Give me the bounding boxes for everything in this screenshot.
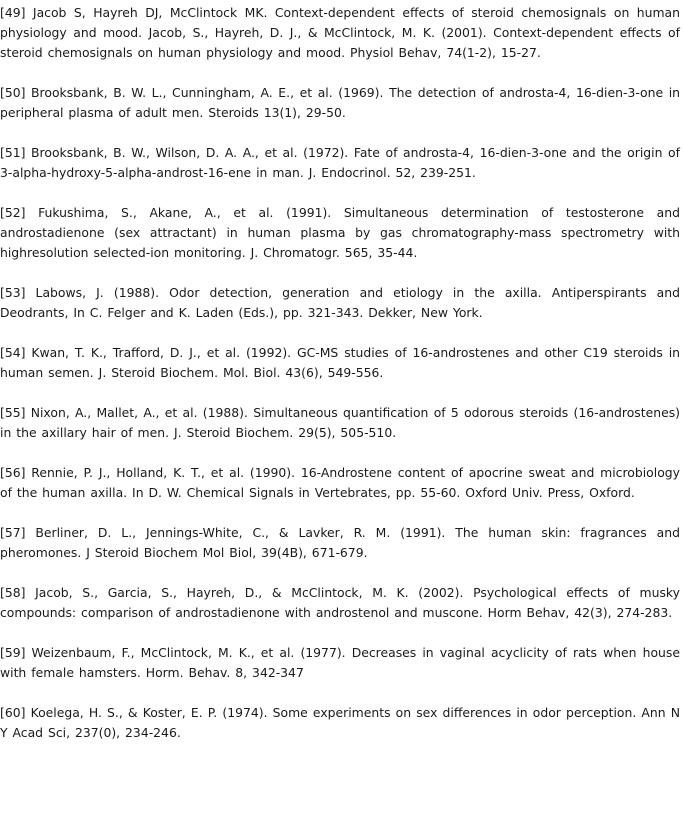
reference-57: [57] Berliner, D. L., Jennings-White, C., & Lavker, R. M. (1991). The human skin: fragrances and pheromones. J Steroid Biochem Mol Biol, 39(4B), 671-679. <box>0 525 680 560</box>
reference-52: [52] Fukushima, S., Akane, A., et al. (1991). Simultaneous determination of testosterone and androstadienone (sex attractant) in human plasma by gas chromatography-mass spectrometry with highresolution selected-ion monitoring. J. Chromatogr. 565, 35-44. <box>0 205 680 260</box>
reference-59: [59] Weizenbaum, F., McClintock, M. K., et al. (1977). Decreases in vaginal acyclicity of rats when house with female hamsters. Horm. Behav. 8, 342-347 <box>0 645 680 680</box>
reference-58: [58] Jacob, S., Garcia, S., Hayreh, D., & McClintock, M. K. (2002). Psychological effects of musky compounds: comparison of androstadienone with androstenol and muscone. Horm Behav, 42(3), 274-283. <box>0 585 680 620</box>
reference-53: [53] Labows, J. (1988). Odor detection, generation and etiology in the axilla. Antiperspirants and Deodrants, In C. Felger and K. Laden (Eds.), pp. 321-343. Dekker, New York. <box>0 285 680 320</box>
reference-55: [55] Nixon, A., Mallet, A., et al. (1988). Simultaneous quantification of 5 odorous steroids (16-androstenes) in the axillary hair of men. J. Steroid Biochem. 29(5), 505-510. <box>0 405 680 440</box>
reference-50: [50] Brooksbank, B. W. L., Cunningham, A. E., et al. (1969). The detection of androsta-4, 16-dien-3-one in peripheral plasma of adult men. Steroids 13(1), 29-50. <box>0 85 680 120</box>
reference-54: [54] Kwan, T. K., Trafford, D. J., et al. (1992). GC-MS studies of 16-androstenes and other C19 steroids in human semen. J. Steroid Biochem. Mol. Biol. 43(6), 549-556. <box>0 345 680 380</box>
reference-60: [60] Koelega, H. S., & Koster, E. P. (1974). Some experiments on sex differences in odor perception. Ann N Y Acad Sci, 237(0), 234-246. <box>0 705 680 740</box>
reference-56: [56] Rennie, P. J., Holland, K. T., et al. (1990). 16-Androstene content of apocrine sweat and microbiology of the human axilla. In D. W. Chemical Signals in Vertebrates, pp. 55-60. Oxford Univ. Press, Oxford. <box>0 465 680 500</box>
reference-51: [51] Brooksbank, B. W., Wilson, D. A. A., et al. (1972). Fate of androsta-4, 16-dien-3-one and the origin of 3-alpha-hydroxy-5-alpha-androst-16-ene in man. J. Endocrinol. 52, 239-251. <box>0 145 680 180</box>
reference-49: [49] Jacob S, Hayreh DJ, McClintock MK. Context-dependent effects of steroid chemosignals on human physiology and mood. Jacob, S., Hayreh, D. J., & McClintock, M. K. (2001). Context-dependent effects of steroid chemosignals on human physiology and mood. Physiol Behav, 74(1-2), 15-27. <box>0 5 680 60</box>
